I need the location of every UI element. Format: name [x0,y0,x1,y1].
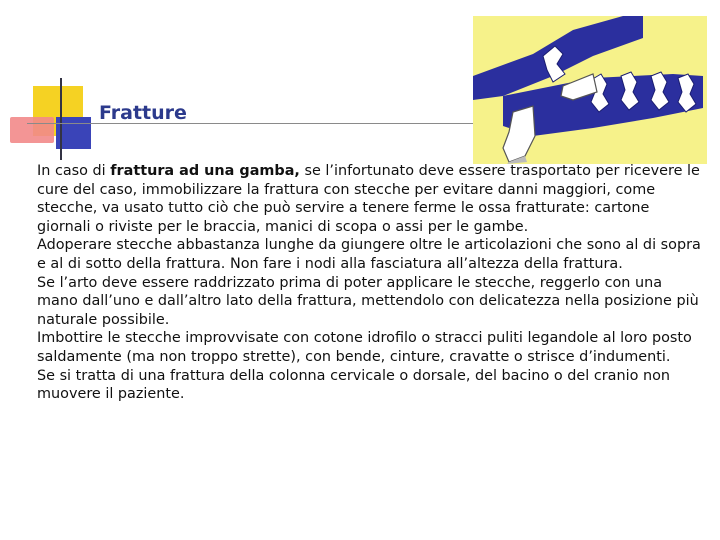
slide-title: Fratture [99,102,187,124]
paragraph: Se l’arto deve essere raddrizzato prima di poter applicare le stecche, reggerlo con una mano dall’uno e dall’altro lato della frattura, mettendolo con delicatezza nella posizione più naturale possibile. [37,274,699,328]
paragraph: Se si tratta di una frattura della colonna cervicale o dorsale, del bacino o del cranio non muovere il paziente. [37,367,671,403]
decor-horizontal-rule [27,123,497,124]
paragraph-text: In caso di [37,163,111,179]
paragraph [37,162,707,236]
paragraph-text: se l’infortunato deve essere trasportato per ricevere le cure del caso, immobilizzare la frattura con stecche per evitare danni maggiori, come stecche, va usato tutto ciò che può servire a tenere ferme le ossa fratturate: cartone giornali o riviste per le braccia, manici di scopa o assi per le gambe. [37,163,700,235]
splinted-legs-illustration [473,16,707,164]
decor-vertical-line [60,78,62,160]
paragraph: Imbottire le stecche improvvisate con cotone idrofilo o stracci puliti legandole al loro posto saldamente (ma non troppo strette), con bende, cinture, cravatte o strisce d’indumenti. [37,330,692,365]
body-text [37,162,707,404]
paragraph: Adoperare stecche abbastanza lunghe da giungere oltre le articolazioni che sono al di sopra e al di sotto della frattura. Non fare i nodi alla fasciatura all’altezza della frattura. [37,237,701,272]
decor-red-square [10,117,54,143]
paragraph-bold-text: frattura ad una gamba, [110,163,300,179]
